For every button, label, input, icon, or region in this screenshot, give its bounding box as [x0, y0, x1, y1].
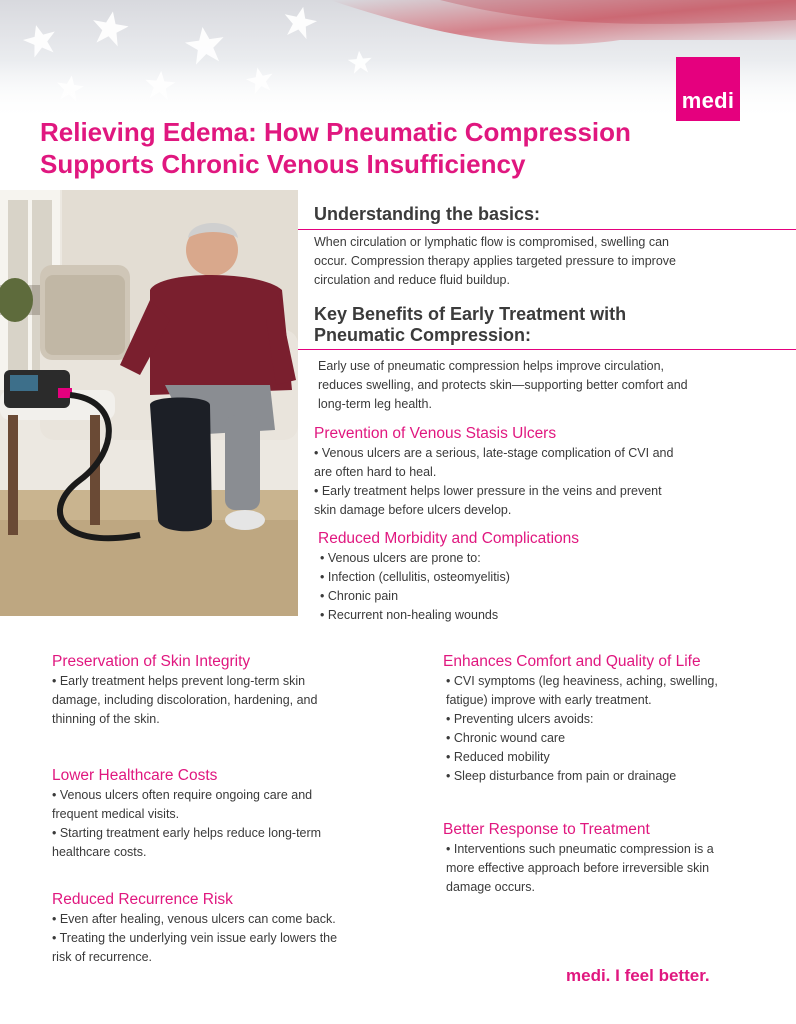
costs-body: [52, 786, 321, 862]
prevention-heading: Prevention of Venous Stasis Ulcers: [314, 425, 557, 442]
skin-line: • Early treatment helps prevent long-term skin: [52, 674, 306, 688]
morbidity-heading: Reduced Morbidity and Complications: [318, 530, 580, 547]
comfort-line: • Preventing ulcers avoids:: [446, 712, 594, 726]
recurrence-line: risk of recurrence.: [52, 950, 153, 964]
key-benefits-divider: [298, 349, 796, 350]
understanding-divider: [298, 229, 796, 230]
prevention-line: • Early treatment helps lower pressure in the veins and prevent: [314, 484, 662, 498]
key-benefits-heading-line-2: Pneumatic Compression:: [314, 325, 532, 345]
comfort-line: • Reduced mobility: [446, 750, 550, 764]
understanding-heading: Understanding the basics:: [314, 204, 541, 224]
costs-heading: Lower Healthcare Costs: [52, 767, 218, 784]
prevention-line: skin damage before ulcers develop.: [314, 503, 512, 517]
patient-using-compression-device-illustration: [0, 190, 298, 616]
recurrence-line: • Treating the underlying vein issue early lowers the: [52, 931, 338, 945]
prevention-line: are often hard to heal.: [314, 465, 437, 479]
morbidity-line: • Chronic pain: [320, 589, 399, 603]
recurrence-heading: Reduced Recurrence Risk: [52, 891, 233, 908]
prevention-body: [314, 444, 673, 520]
response-line: • Interventions such pneumatic compression is a: [446, 842, 714, 856]
recurrence-line: • Even after healing, venous ulcers can come back.: [52, 912, 336, 926]
key-benefits-line: Early use of pneumatic compression helps improve circulation,: [318, 359, 664, 373]
skin-body: [52, 672, 317, 729]
skin-heading: Preservation of Skin Integrity: [52, 653, 251, 670]
logo-text: medi: [681, 88, 735, 113]
key-benefits-line: long-term leg health.: [318, 397, 432, 411]
prevention-line: • Venous ulcers are a serious, late-stage complication of CVI and: [314, 446, 674, 460]
costs-line: • Venous ulcers often require ongoing care and: [52, 788, 313, 802]
comfort-line: • Chronic wound care: [446, 731, 566, 745]
patient-photo: [0, 190, 298, 616]
comfort-line: • CVI symptoms (leg heaviness, aching, swelling,: [446, 674, 718, 688]
costs-line: • Starting treatment early helps reduce long-term: [52, 826, 322, 840]
comfort-heading: Enhances Comfort and Quality of Life: [443, 653, 701, 670]
response-line: damage occurs.: [446, 880, 535, 894]
page-title: [40, 116, 680, 180]
title-line-2: Supports Chronic Venous Insufficiency: [40, 149, 526, 179]
response-line: more effective approach before irreversible skin: [446, 861, 710, 875]
morbidity-body: [320, 549, 510, 625]
medi-logo: [676, 57, 740, 121]
understanding-line: When circulation or lymphatic flow is compromised, swelling can: [314, 235, 669, 249]
response-body: [446, 840, 714, 897]
skin-line: damage, including discoloration, hardening, and: [52, 693, 318, 707]
comfort-line: • Sleep disturbance from pain or drainage: [446, 769, 677, 783]
understanding-line: occur. Compression therapy applies targeted pressure to improve: [314, 254, 676, 268]
costs-line: healthcare costs.: [52, 845, 147, 859]
morbidity-line: • Infection (cellulitis, osteomyelitis): [320, 570, 510, 584]
key-benefits-heading: [314, 304, 626, 346]
recurrence-body: [52, 910, 337, 967]
understanding-body: [314, 233, 676, 290]
costs-line: frequent medical visits.: [52, 807, 180, 821]
morbidity-line: • Venous ulcers are prone to:: [320, 551, 481, 565]
skin-line: thinning of the skin.: [52, 712, 160, 726]
title-line-1: Relieving Edema: How Pneumatic Compression: [40, 117, 631, 147]
brand-tagline: medi. I feel better.: [566, 966, 710, 985]
response-heading: Better Response to Treatment: [443, 821, 650, 838]
key-benefits-body: [318, 357, 688, 414]
comfort-line: fatigue) improve with early treatment.: [446, 693, 652, 707]
key-benefits-heading-line-1: Key Benefits of Early Treatment with: [314, 304, 627, 324]
key-benefits-line: reduces swelling, and protects skin—supporting better comfort and: [318, 378, 688, 392]
comfort-body: [446, 672, 718, 786]
understanding-line: circulation and reduce fluid buildup.: [314, 273, 510, 287]
morbidity-line: • Recurrent non-healing wounds: [320, 608, 499, 622]
